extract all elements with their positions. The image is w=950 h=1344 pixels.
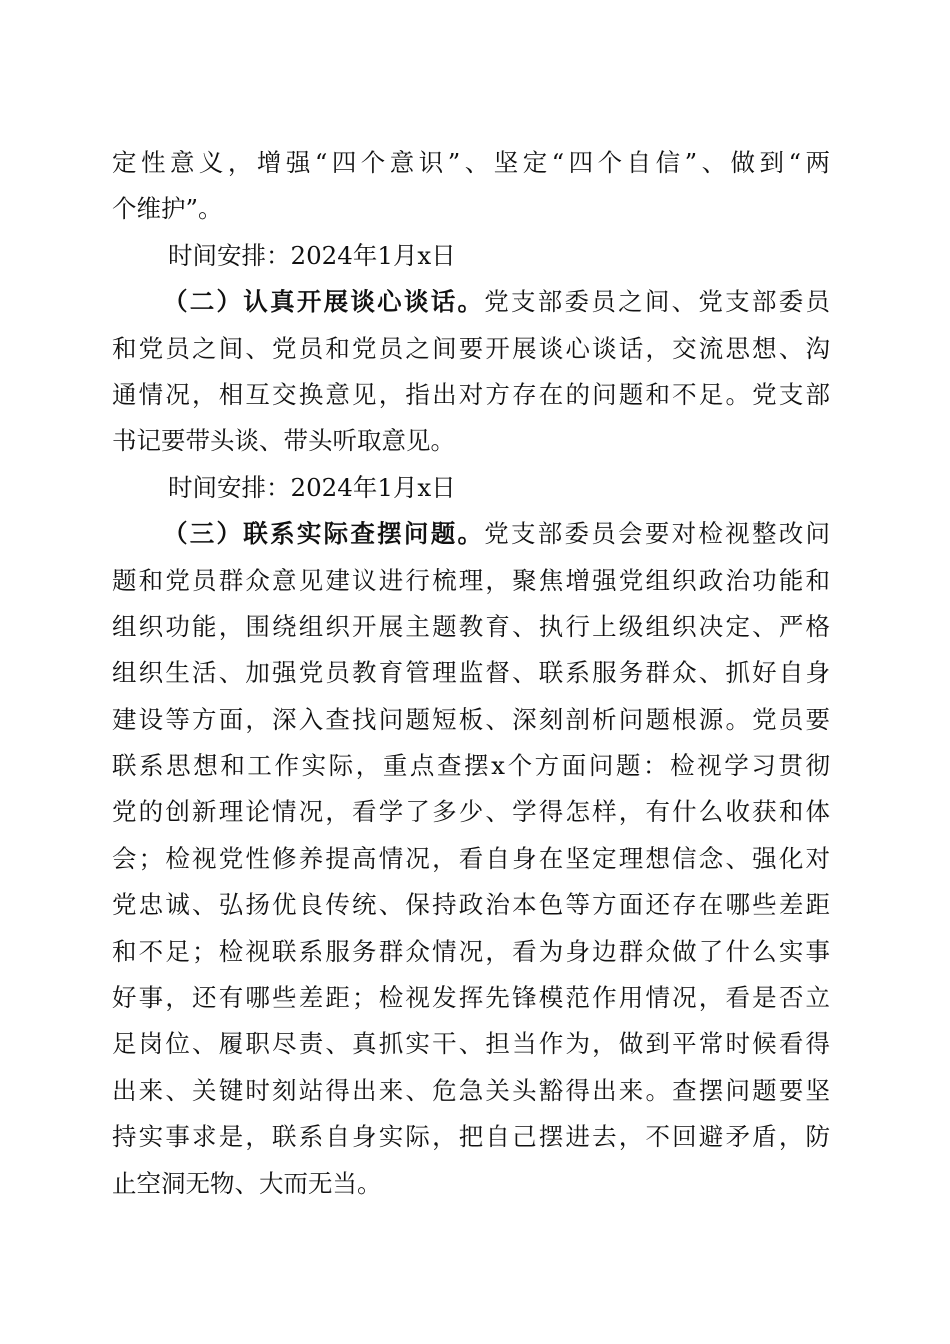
text-line: 足岗位、履职尽责、真抓实干、担当作为，做到平常时候看得 bbox=[112, 1029, 830, 1059]
schedule-line: 时间安排：2024年1月x日 bbox=[168, 472, 456, 502]
document-body bbox=[112, 140, 830, 1207]
section-2-paragraph bbox=[112, 279, 830, 465]
text-line: 题和党员群众意见建议进行梳理，聚焦增强党组织政治功能和 bbox=[112, 565, 830, 595]
section-3-paragraph bbox=[112, 511, 830, 1207]
text-line: 联系思想和工作实际，重点查摆x个方面问题：检视学习贯彻 bbox=[112, 751, 830, 781]
text-line: 定性意义，增强“四个意识”、坚定“四个自信”、做到“两 bbox=[112, 148, 830, 177]
text-line: 个维护”。 bbox=[112, 194, 223, 224]
section-heading: （三）联系实际查摆问题。 bbox=[163, 519, 485, 549]
text-line: 党的创新理论情况，看学了多少、学得怎样，有什么收获和体 bbox=[112, 797, 830, 827]
text-line: 党忠诚、弘扬优良传统、保持政治本色等方面还存在哪些差距 bbox=[112, 890, 830, 920]
text-line: 书记要带头谈、带头听取意见。 bbox=[112, 426, 455, 456]
intro-paragraph bbox=[112, 140, 830, 233]
text-line: 持实事求是，联系自身实际，把自己摆进去，不回避矛盾，防 bbox=[112, 1122, 830, 1152]
section-text: 党支部委员会要对检视整改问 bbox=[484, 519, 830, 549]
text-line: 出来、关键时刻站得出来、危急关头豁得出来。查摆问题要坚 bbox=[112, 1075, 830, 1105]
text-line: 和不足；检视联系服务群众情况，看为身边群众做了什么实事 bbox=[112, 936, 830, 966]
text-line bbox=[112, 279, 830, 325]
text-line bbox=[112, 511, 830, 557]
text-line: 会；检视党性修养提高情况，看自身在坚定理想信念、强化对 bbox=[112, 843, 830, 873]
schedule-line: 时间安排：2024年1月x日 bbox=[168, 240, 456, 270]
text-line: 建设等方面，深入查找问题短板、深刻剖析问题根源。党员要 bbox=[112, 704, 830, 734]
text-line: 好事，还有哪些差距；检视发挥先锋模范作用情况，看是否立 bbox=[112, 983, 830, 1013]
section-text: 党支部委员之间、党支部委员 bbox=[484, 287, 830, 317]
text-line: 和党员之间、党员和党员之间要开展谈心谈话，交流思想、沟 bbox=[112, 333, 830, 363]
text-line: 止空洞无物、大而无当。 bbox=[112, 1168, 382, 1198]
text-line: 组织生活、加强党员教育管理监督、联系服务群众、抓好自身 bbox=[112, 658, 830, 688]
section-heading: （二）认真开展谈心谈话。 bbox=[163, 287, 485, 317]
text-line: 组织功能，围绕组织开展主题教育、执行上级组织决定、严格 bbox=[112, 611, 830, 641]
text-line: 通情况，相互交换意见，指出对方存在的问题和不足。党支部 bbox=[112, 379, 830, 409]
